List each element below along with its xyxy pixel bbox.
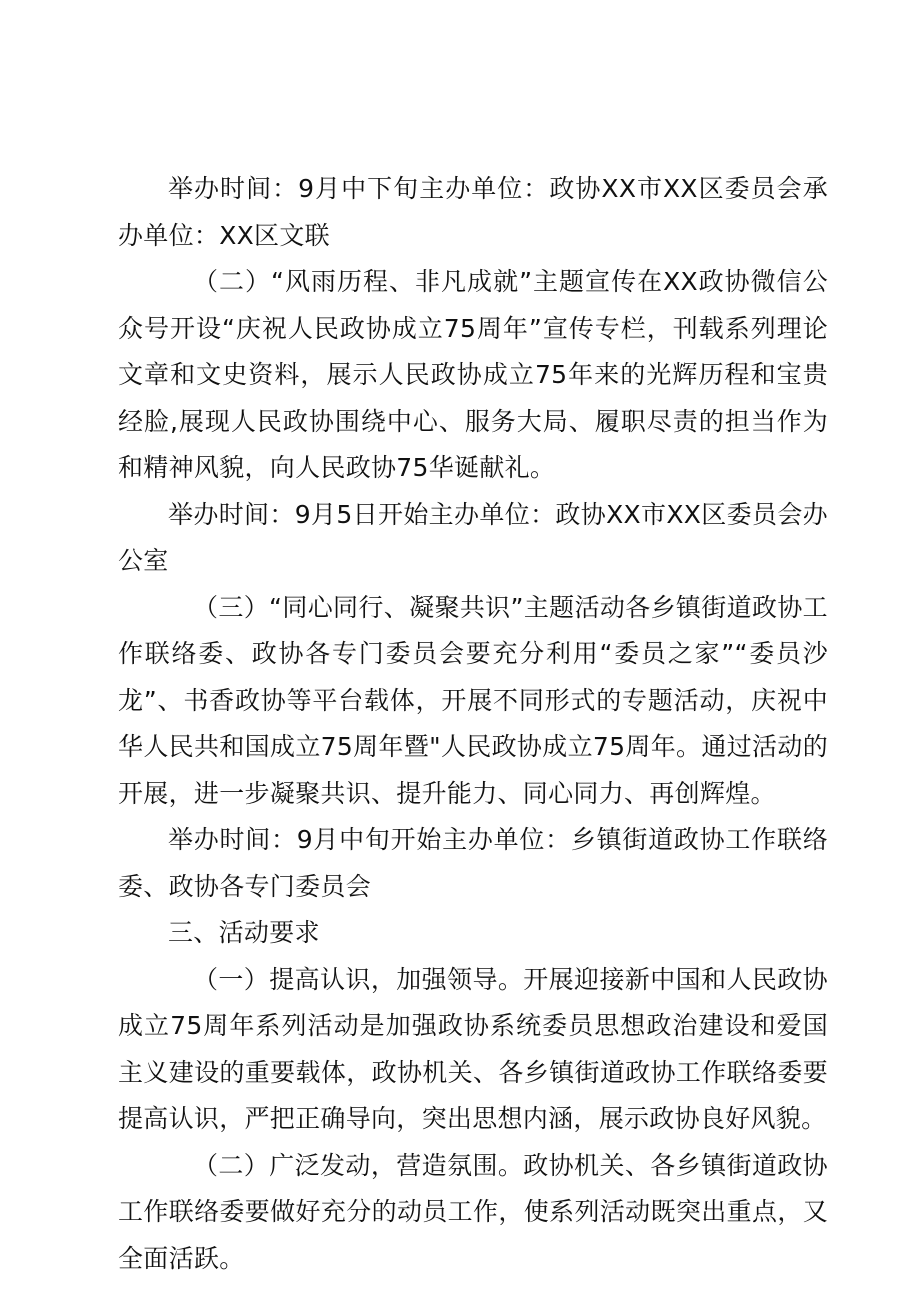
paragraph-item-2-propaganda: （二）“风雨历程、非凡成就”主题宣传在XX政协微信公众号开设“庆祝人民政协成立75周年”宣传专栏，刊载系列理论文章和文史资料，展示人民政协成立75年来的光辉历程和宝贵经脸,展现人民政协围绕中心、服务大局、履职尽责的担当作为和精神风貌，向人民政协75华诞献礼。 <box>118 267 828 482</box>
document-body <box>118 166 828 1282</box>
paragraph-requirement-2: （二）广泛发动，营造氛围。政协机关、各乡镇街道政协工作联络委要做好充分的动员工作，使系列活动既突出重点，又全面活跃。 <box>118 1150 828 1273</box>
paragraph-item-3-activities: （三）“同心同行、凝聚共识”主题活动各乡镇街道政协工作联络委、政协各专门委员会要充分利用“委员之家”“委员沙龙”、书香政协等平台载体，开展不同形式的专题活动，庆祝中华人民共和国成立75周年暨"人民政协成立75周年。通过活动的开展，进一步凝聚共识、提升能力、同心同力、再创辉煌。 <box>118 592 828 808</box>
paragraph-schedule-2: 举办时间：9月5日开始主办单位：政协XX市XX区委员会办公室 <box>118 499 828 575</box>
paragraph-schedule-1: 举办时间：9月中下旬主办单位：政协XX市XX区委员会承办单位：XX区文联 <box>118 174 828 250</box>
section-heading-requirements: 三、活动要求 <box>168 918 320 947</box>
paragraph-requirement-1: （一）提高认识，加强领导。开展迎接新中国和人民政协成立75周年系列活动是加强政协系统委员思想政治建设和爱国主义建设的重要载体，政协机关、各乡镇街道政协工作联络委要提高认识，严把正确导向，突出思想内涵，展示政协良好风貌。 <box>118 964 828 1133</box>
paragraph-schedule-3: 举办时间：9月中旬开始主办单位：乡镇街道政协工作联络委、政协各专门委员会 <box>118 825 828 901</box>
